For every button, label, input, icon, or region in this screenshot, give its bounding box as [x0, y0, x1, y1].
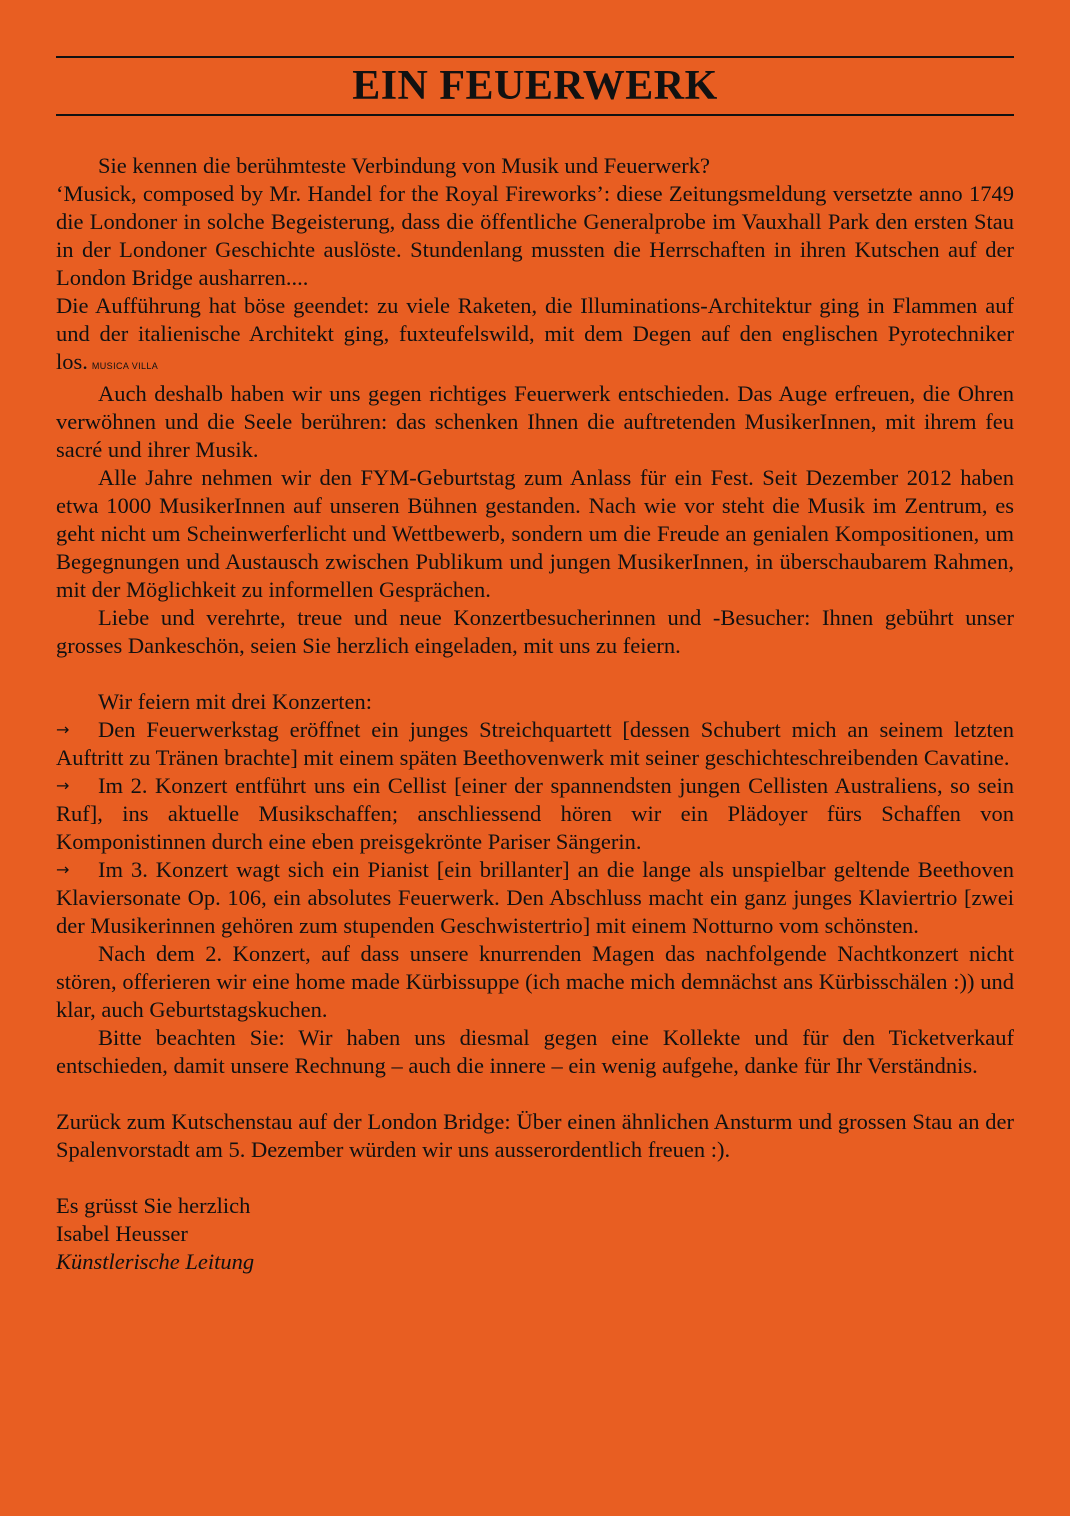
- paragraph-performance-ending: [56, 292, 1014, 380]
- signature-block: [56, 1192, 1014, 1276]
- paragraph-soup: Nach dem 2. Konzert, auf dass unsere knurrenden Magen das nachfolgende Nachtkonzert nicht stören, offerieren wir eine home made Kürbissuppe (ich mache mich demnächst ans Kürbisschälen :)) und klar, auch Geburtstagskuchen.: [56, 941, 1014, 1022]
- concert-item-1-text: Den Feuerwerkstag eröffnet ein junges Streichquartett [dessen Schubert mich an seinem letzten Auftritt zu Tränen brachte] mit einem späten Beethovenwerk mit seiner geschichteschreibenden Cavatine.: [56, 717, 1014, 770]
- arrow-right-icon: →: [56, 720, 70, 739]
- concert-item-2-text: Im 2. Konzert entführt uns ein Cellist [einer der spannendsten jungen Cellisten Australiens, so sein Ruf], ins aktuelle Musikschaffen; anschliessend hören wir ein Plädoyer fürs Schaffen von Komponistinnen durch eine eben preisgekrönte Pariser Sängerin.: [56, 773, 1014, 854]
- spacer: [56, 1164, 1014, 1192]
- paragraph-thanks: Liebe und verehrte, treue und neue Konzertbesucherinnen und -Besucher: Ihnen gebührt unser grosses Dankeschön, seien Sie herzlich eingeladen, mit uns zu feiern.: [56, 605, 1014, 658]
- document-page: [56, 56, 1014, 1276]
- paragraph-closing: Zurück zum Kutschenstau auf der London Bridge: Über einen ähnlichen Ansturm und grossen Stau an der Spalenvorstadt am 5. Dezember würden wir uns ausserordentlich freuen :).: [56, 1109, 1014, 1162]
- article-body: [56, 152, 1014, 1276]
- concert-item-3: [56, 856, 1014, 940]
- concerts-intro: Wir feiern mit drei Konzerten:: [98, 689, 372, 714]
- paragraph-handel-story: ‘Musick, composed by Mr. Handel for the Royal Fireworks’: diese Zeitungsmeldung versetzte anno 1749 die Londoner in solche Begeisterung, dass die öffentliche Generalprobe im Vauxhall Park den ersten Stau in der Londoner Geschichte auslöste. Stundenlang mussten die Herrschaften in ihren Kutschen auf der London Bridge ausharren....: [56, 181, 1014, 290]
- page-title: EIN FEUERWERK: [352, 63, 718, 109]
- concert-item-1: [56, 716, 1014, 772]
- title-bottom-rule: [56, 114, 1014, 116]
- source-credit: MUSICA VILLA: [91, 361, 159, 371]
- paragraph-tickets: Bitte beachten Sie: Wir haben uns diesmal gegen eine Kollekte und für den Ticketverkauf entschieden, damit unsere Rechnung – auch die innere – ein wenig aufgehe, danke für Ihr Verständnis.: [56, 1025, 1014, 1078]
- spacer: [56, 660, 1014, 688]
- concert-item-3-text: Im 3. Konzert wagt sich ein Pianist [ein brillanter] an die lange als unspielbar geltende Beethoven Klaviersonate Op. 106, ein absolutes Feuerwerk. Den Abschluss macht ein ganz junges Klaviertrio [zwei der Musikerinnen gehören zum stupenden Geschwistertrio] mit einem Notturno vom schönsten.: [56, 857, 1014, 938]
- paragraph-intro: Sie kennen die berühmteste Verbindung von Musik und Feuerwerk?: [98, 153, 710, 178]
- concert-item-2: [56, 772, 1014, 856]
- arrow-right-icon: →: [56, 860, 70, 879]
- spacer: [56, 1080, 1014, 1108]
- paragraph-performance-ending-text: Die Aufführung hat böse geendet: zu viele Raketen, die Illuminations-Architektur ging in Flammen auf und der italienische Architekt ging, fuxteufelswild, mit dem Degen auf den englischen Pyrotechniker los.: [56, 293, 1014, 374]
- signature-greeting: Es grüsst Sie herzlich: [56, 1193, 251, 1218]
- paragraph-birthday: Alle Jahre nehmen wir den FYM-Geburtstag zum Anlass für ein Fest. Seit Dezember 2012 haben etwa 1000 MusikerInnen auf unseren Bühnen gestanden. Nach wie vor steht die Musik im Zentrum, es geht nicht um Scheinwerferlicht und Wettbewerb, sondern um die Freude an genialen Kompositionen, um Begegnungen und Austausch zwischen Publikum und jungen MusikerInnen, in überschaubarem Rahmen, mit der Möglichkeit zu informellen Gesprächen.: [56, 465, 1014, 602]
- paragraph-no-fireworks: Auch deshalb haben wir uns gegen richtiges Feuerwerk entschieden. Das Auge erfreuen, die Ohren verwöhnen und die Seele berühren: das schenken Ihnen die auftretenden MusikerInnen, mit ihrem feu sacré und ihrer Musik.: [56, 381, 1014, 462]
- arrow-right-icon: →: [56, 776, 70, 795]
- signature-name: Isabel Heusser: [56, 1221, 188, 1246]
- signature-role: Künstlerische Leitung: [56, 1249, 255, 1274]
